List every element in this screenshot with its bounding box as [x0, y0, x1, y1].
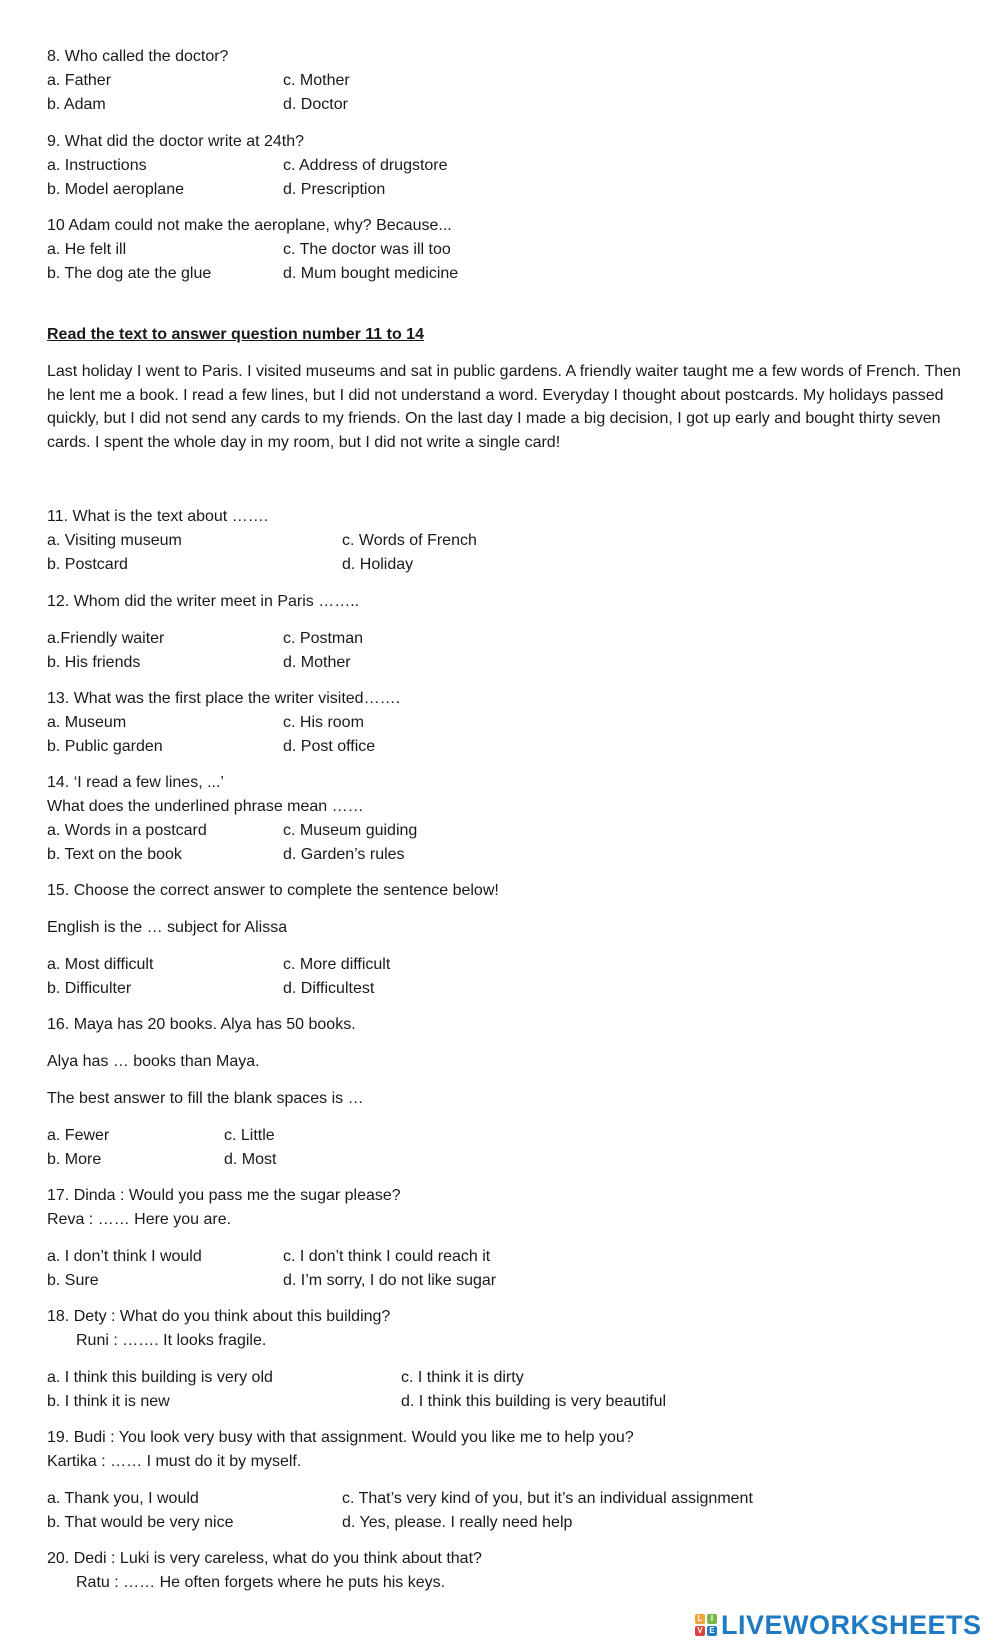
logo-mark-letter: L	[695, 1614, 705, 1624]
reading-heading: Read the text to answer question number 11 to 14	[47, 326, 424, 343]
q19-option-b: b. That would be very nice	[47, 1514, 234, 1531]
q9-option-a: a. Instructions	[47, 157, 147, 174]
q8-option-d: d. Doctor	[283, 96, 348, 113]
q9-option-b: b. Model aeroplane	[47, 181, 184, 198]
q16-option-d: d. Most	[224, 1151, 277, 1168]
q9-option-c: c. Address of drugstore	[283, 157, 448, 174]
q12-option-c: c. Postman	[283, 630, 364, 647]
q16-option-c: c. Little	[224, 1127, 275, 1144]
q15-option-d: d. Difficultest	[283, 980, 375, 997]
logo-text: LIVEWORKSHEETS	[721, 1609, 982, 1640]
q19-option-a: a. Thank you, I would	[47, 1490, 199, 1507]
q18-option-c: c. I think it is dirty	[401, 1369, 524, 1386]
logo-mark-letter: V	[695, 1626, 705, 1636]
question-18-reply: Runi : ……. It looks fragile.	[76, 1332, 267, 1349]
q10-option-c: c. The doctor was ill too	[283, 241, 451, 258]
q9-option-d: d. Prescription	[283, 181, 386, 198]
logo-mark-letter: I	[707, 1614, 717, 1624]
question-16: 16. Maya has 20 books. Alya has 50 books.	[47, 1016, 356, 1033]
question-17-reply: Reva : …… Here you are.	[47, 1211, 232, 1228]
q18-option-b: b. I think it is new	[47, 1393, 170, 1410]
question-14: 14. ‘I read a few lines, ...’	[47, 774, 224, 791]
q18-option-d: d. I think this building is very beautiful	[401, 1393, 667, 1410]
q12-option-b: b. His friends	[47, 654, 141, 671]
question-9: 9. What did the doctor write at 24th?	[47, 133, 305, 150]
question-15-sentence: English is the … subject for Alissa	[47, 919, 288, 936]
q11-option-a: a. Visiting museum	[47, 532, 182, 549]
q15-option-c: c. More difficult	[283, 956, 391, 973]
q10-option-a: a. He felt ill	[47, 241, 127, 258]
q13-option-c: c. His room	[283, 714, 364, 731]
question-11: 11. What is the text about …….	[47, 508, 269, 525]
question-20-reply: Ratu : …… He often forgets where he puts his keys.	[76, 1574, 446, 1591]
q14-option-d: d. Garden’s rules	[283, 846, 405, 863]
q11-option-b: b. Postcard	[47, 556, 128, 573]
logo-mark-letter: E	[707, 1626, 717, 1636]
question-8: 8. Who called the doctor?	[47, 48, 229, 65]
question-12: 12. Whom did the writer meet in Paris ……..	[47, 593, 360, 610]
q11-option-c: c. Words of French	[342, 532, 477, 549]
question-17: 17. Dinda : Would you pass me the sugar please?	[47, 1187, 401, 1204]
logo-mark-icon	[695, 1614, 717, 1636]
q17-option-d: d. I’m sorry, I do not like sugar	[283, 1272, 497, 1289]
q10-option-b: b. The dog ate the glue	[47, 265, 212, 282]
q18-option-a: a. I think this building is very old	[47, 1369, 273, 1386]
question-10: 10 Adam could not make the aeroplane, why? Because...	[47, 217, 452, 234]
question-15: 15. Choose the correct answer to complete the sentence below!	[47, 882, 499, 899]
q12-option-a: a.Friendly waiter	[47, 630, 165, 647]
question-13: 13. What was the first place the writer visited…….	[47, 690, 401, 707]
q8-option-b: b. Adam	[47, 96, 106, 113]
q13-option-b: b. Public garden	[47, 738, 163, 755]
q13-option-d: d. Post office	[283, 738, 376, 755]
q17-option-b: b. Sure	[47, 1272, 99, 1289]
q8-option-a: a. Father	[47, 72, 112, 89]
q14-option-a: a. Words in a postcard	[47, 822, 207, 839]
q10-option-d: d. Mum bought medicine	[283, 265, 459, 282]
question-16-prompt: The best answer to fill the blank spaces is …	[47, 1090, 364, 1107]
q11-option-d: d. Holiday	[342, 556, 414, 573]
q17-option-c: c. I don’t think I could reach it	[283, 1248, 491, 1265]
liveworksheets-logo[interactable]	[695, 1608, 995, 1642]
question-20: 20. Dedi : Luki is very careless, what do you think about that?	[47, 1550, 482, 1567]
q12-option-d: d. Mother	[283, 654, 351, 671]
q15-option-a: a. Most difficult	[47, 956, 154, 973]
q19-option-c: c. That’s very kind of you, but it’s an individual assignment	[342, 1490, 753, 1507]
question-19: 19. Budi : You look very busy with that assignment. Would you like me to help you?	[47, 1429, 634, 1446]
q14-option-c: c. Museum guiding	[283, 822, 418, 839]
q15-option-b: b. Difficulter	[47, 980, 132, 997]
question-14-prompt: What does the underlined phrase mean ……	[47, 798, 364, 815]
question-18: 18. Dety : What do you think about this building?	[47, 1308, 391, 1325]
q8-option-c: c. Mother	[283, 72, 350, 89]
q17-option-a: a. I don’t think I would	[47, 1248, 202, 1265]
reading-passage: Last holiday I went to Paris. I visited museums and sat in public gardens. A friendly waiter taught me a few words of French. Then he lent me a book. I read a few lines, but I did not understand a word. Everyday I thought about postcards. My holidays passed quickly, but I did not send any cards to my friends. On the last day I made a big decision, I got up early and bought thirty seven cards. I spent the whole day in my room, but I did not write a single card!	[47, 363, 961, 451]
q16-option-a: a. Fewer	[47, 1127, 110, 1144]
question-16-sentence: Alya has … books than Maya.	[47, 1053, 260, 1070]
question-19-reply: Kartika : …… I must do it by myself.	[47, 1453, 302, 1470]
q13-option-a: a. Museum	[47, 714, 127, 731]
q14-option-b: b. Text on the book	[47, 846, 182, 863]
q19-option-d: d. Yes, please. I really need help	[342, 1514, 573, 1531]
q16-option-b: b. More	[47, 1151, 102, 1168]
